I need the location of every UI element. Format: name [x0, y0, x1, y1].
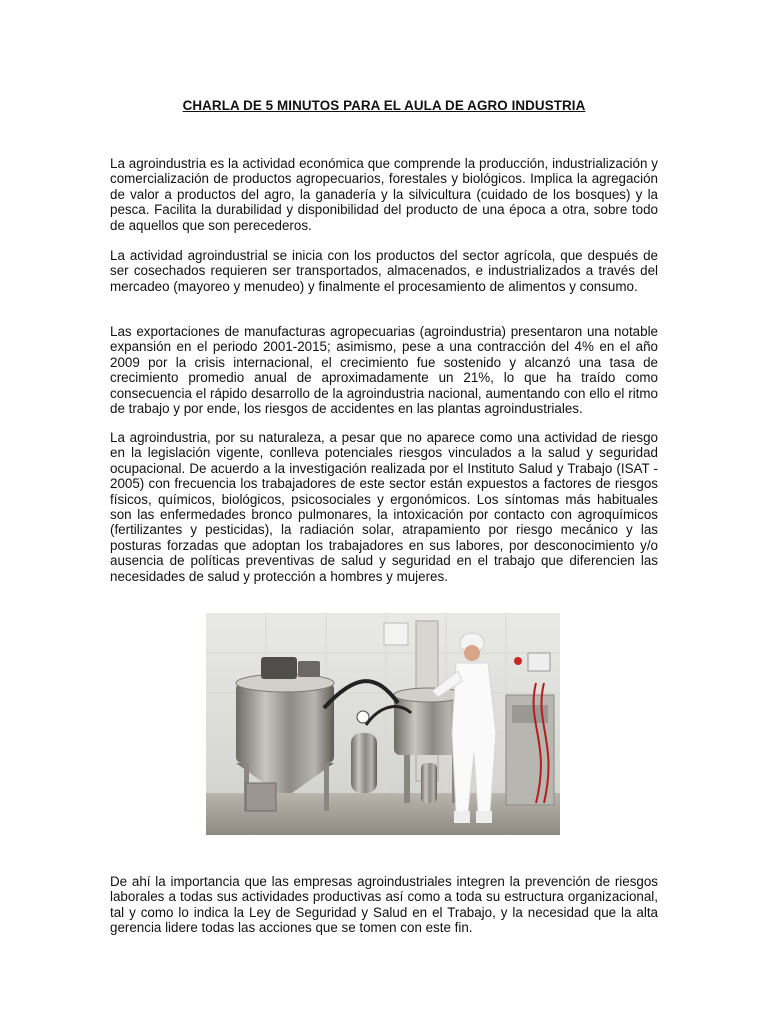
paragraph-risks: La agroindustria, por su naturaleza, a pesar que no aparece como una actividad de riesgo en la legislación vigente, conlleva potenciales riesgos vinculados a la salud y seguridad ocupacional. De acuerdo a la investigación realizada por el Instituto Salud y Trabajo (ISAT - 2005) con frecuencia los trabajadores de este sector están expuestos a factores de riesgos físicos, químicos, biológicos, psicosociales y ergonómicos. Los síntomas más habituales son las enfermedades bronco pulmonares, la intoxicación por contacto con agroquímicos (fertilizantes y pesticidas), la radiación solar, atrapamiento por riesgo mecánico y las posturas forzadas que adoptan los trabajadores en sus labores, por desconocimiento y/o ausencia de políticas preventivas de salud y seguridad en el trabajo que diferencien las necesidades de salud y protección a hombres y mujeres. [110, 430, 658, 584]
document-title: CHARLA DE 5 MINUTOS PARA EL AULA DE AGRO INDUSTRIA [182, 98, 586, 113]
paragraph-exports: Las exportaciones de manufacturas agropecuarias (agroindustria) presentaron una notable expansión en el periodo 2001-2015; asimismo, pese a una contracción del 4% en el año 2009 por la crisis internacional, el crecimiento fue sostenido y alcanzó una tasa de crecimiento promedio anual de aproximadamente un 21%, lo que ha traído como consecuencia el rápido desarrollo de la agroindustria nacional, aumentando con ello el ritmo de trabajo y por ende, los riesgos de accidentes en las plantas agroindustriales. [110, 324, 658, 417]
factory-worker-photo [206, 613, 560, 835]
paragraph-conclusion: De ahí la importancia que las empresas agroindustriales integren la prevención de riesgos laborales a todas sus actividades productivas así como a toda su estructura organizacional, tal y como lo indica la Ley de Seguridad y Salud en el Trabajo, y la necesidad que la alta gerencia lidere todas las acciones que se tomen con este fin. [110, 874, 658, 936]
paragraph-intro: La agroindustria es la actividad económica que comprende la producción, industrialización y comercialización de productos agropecuarios, forestales y biológicos. Implica la agregación de valor a productos del agro, la ganadería y la silvicultura (cuidado de los bosques) y la pesca. Facilita la durabilidad y disponibilidad del producto de una época a otra, sobre todo de aquellos que son perecederos. [110, 156, 658, 233]
paragraph-activity: La actividad agroindustrial se inicia con los productos del sector agrícola, que después de ser cosechados requieren ser transportados, almacenados, e industrializados a través del mercadeo (mayoreo y menudeo) y finalmente el procesamiento de alimentos y consumo. [110, 248, 658, 294]
